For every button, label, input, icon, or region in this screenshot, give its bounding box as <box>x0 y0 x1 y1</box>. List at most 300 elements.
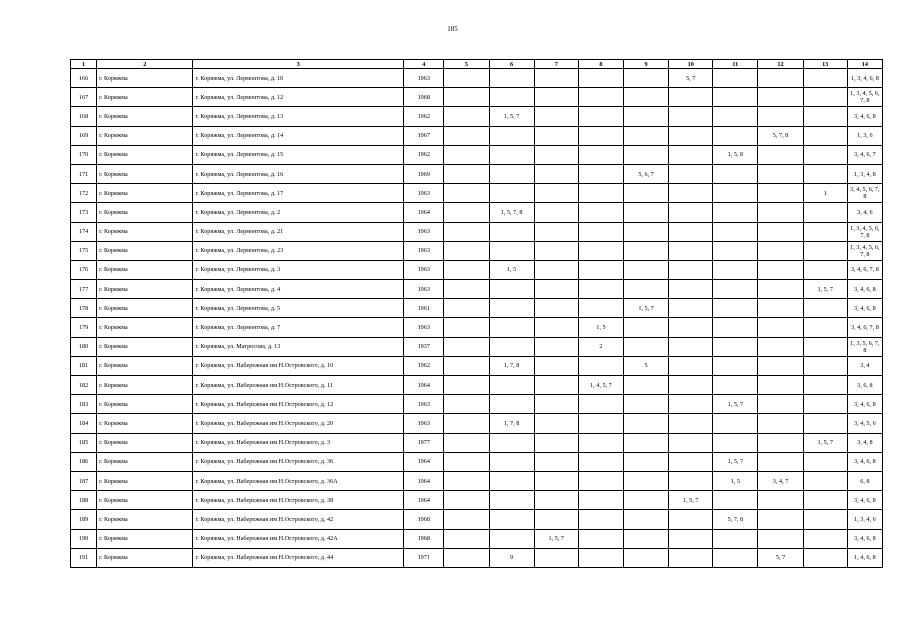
table-cell-col-8 <box>578 184 623 203</box>
column-header-3: 3 <box>193 60 404 69</box>
table-cell-col-11 <box>713 433 758 452</box>
table-cell-col-5 <box>444 510 489 529</box>
table-cell-col-5 <box>444 69 489 88</box>
table-cell-col-6 <box>489 126 534 145</box>
table-row <box>71 69 883 88</box>
table-cell-col-3: г. Коряжма, ул. Лермонтова, д. 13 <box>193 107 404 126</box>
table-cell-col-8 <box>578 529 623 548</box>
table-cell-col-4: 1968 <box>404 88 444 107</box>
table-cell-col-14: 3, 6, 8 <box>847 376 882 395</box>
table-cell-col-11: 5, 7, 8 <box>713 510 758 529</box>
table-cell-col-4: 1962 <box>404 107 444 126</box>
table-cell-col-12 <box>758 452 803 471</box>
table-cell-col-5 <box>444 107 489 126</box>
table-cell-col-10 <box>669 337 713 356</box>
table-cell-col-1: 189 <box>71 510 97 529</box>
table-cell-col-5 <box>444 491 489 510</box>
table-cell-col-7 <box>534 471 578 490</box>
table-cell-col-7 <box>534 69 578 88</box>
table-cell-col-10 <box>669 356 713 375</box>
table-cell-col-3: г. Коряжма, ул. Набережная им Н.Островского, д. 38 <box>193 491 404 510</box>
table-cell-col-5 <box>444 395 489 414</box>
table-cell-col-12 <box>758 280 803 299</box>
column-header-10: 10 <box>669 60 713 69</box>
table-cell-col-4: 1969 <box>404 164 444 183</box>
table-cell-col-2: г. Коряжма <box>97 145 193 164</box>
table-cell-col-13 <box>803 471 847 490</box>
table-cell-col-14: 3, 4, 6 <box>847 203 882 222</box>
table-cell-col-11 <box>713 107 758 126</box>
table-cell-col-1: 185 <box>71 433 97 452</box>
table-cell-col-10 <box>669 395 713 414</box>
table-cell-col-7: 1, 5, 7 <box>534 529 578 548</box>
table-cell-col-10 <box>669 471 713 490</box>
table-cell-col-9: 1, 5, 7 <box>623 299 668 318</box>
table-cell-col-10 <box>669 376 713 395</box>
table-cell-col-7 <box>534 203 578 222</box>
table-cell-col-11 <box>713 126 758 145</box>
table-cell-col-11 <box>713 241 758 260</box>
table-cell-col-1: 171 <box>71 164 97 183</box>
table-cell-col-7 <box>534 433 578 452</box>
table-cell-col-6 <box>489 164 534 183</box>
table-cell-col-13 <box>803 222 847 241</box>
table-cell-col-4: 1964 <box>404 203 444 222</box>
table-cell-col-8 <box>578 260 623 279</box>
table-row <box>71 376 883 395</box>
table-cell-col-1: 180 <box>71 337 97 356</box>
table-cell-col-10 <box>669 260 713 279</box>
table-cell-col-5 <box>444 164 489 183</box>
table-cell-col-10 <box>669 299 713 318</box>
table-cell-col-13 <box>803 452 847 471</box>
table-cell-col-9 <box>623 491 668 510</box>
table-cell-col-11 <box>713 529 758 548</box>
table-cell-col-2: г. Коряжма <box>97 356 193 375</box>
table-cell-col-12 <box>758 395 803 414</box>
table-cell-col-2: г. Коряжма <box>97 299 193 318</box>
table-cell-col-8 <box>578 395 623 414</box>
table-cell-col-14: 3, 4, 6, 8 <box>847 491 882 510</box>
table-cell-col-13 <box>803 88 847 107</box>
table-cell-col-3: г. Коряжма, ул. Лермонтова, д. 15 <box>193 145 404 164</box>
table-row <box>71 452 883 471</box>
table-cell-col-5 <box>444 299 489 318</box>
table-row <box>71 241 883 260</box>
table-cell-col-1: 187 <box>71 471 97 490</box>
table-cell-col-3: г. Коряжма, ул. Набережная им Н.Островского, д. 12 <box>193 395 404 414</box>
table-cell-col-5 <box>444 433 489 452</box>
table-cell-col-5 <box>444 337 489 356</box>
table-cell-col-11 <box>713 69 758 88</box>
table-cell-col-9 <box>623 337 668 356</box>
table-cell-col-8 <box>578 222 623 241</box>
table-cell-col-3: г. Коряжма, ул. Набережная им Н.Островского, д. 11 <box>193 376 404 395</box>
table-cell-col-1: 183 <box>71 395 97 414</box>
table-cell-col-7 <box>534 395 578 414</box>
table-cell-col-11 <box>713 280 758 299</box>
table-cell-col-4: 1963 <box>404 241 444 260</box>
column-header-11: 11 <box>713 60 758 69</box>
table-cell-col-1: 167 <box>71 88 97 107</box>
table-cell-col-9 <box>623 510 668 529</box>
column-header-2: 2 <box>97 60 193 69</box>
table-cell-col-2: г. Коряжма <box>97 222 193 241</box>
table-cell-col-1: 178 <box>71 299 97 318</box>
table-cell-col-12 <box>758 203 803 222</box>
table-cell-col-9 <box>623 88 668 107</box>
table-cell-col-12 <box>758 164 803 183</box>
table-cell-col-6 <box>489 280 534 299</box>
table-cell-col-4: 1963 <box>404 395 444 414</box>
table-cell-col-9 <box>623 471 668 490</box>
table-cell-col-3: г. Коряжма, ул. Набережная им Н.Островского, д. 42А <box>193 529 404 548</box>
table-cell-col-3: г. Коряжма, ул. Лермонтова, д. 14 <box>193 126 404 145</box>
table-cell-col-2: г. Коряжма <box>97 126 193 145</box>
table-cell-col-14: 3, 4, 6, 8 <box>847 529 882 548</box>
table-cell-col-8 <box>578 356 623 375</box>
table-cell-col-5 <box>444 203 489 222</box>
table-cell-col-10 <box>669 318 713 337</box>
table-cell-col-12 <box>758 299 803 318</box>
table-cell-col-7 <box>534 145 578 164</box>
table-cell-col-6 <box>489 184 534 203</box>
table-cell-col-11 <box>713 203 758 222</box>
table-cell-col-8 <box>578 299 623 318</box>
table-cell-col-11 <box>713 548 758 567</box>
table-cell-col-2: г. Коряжма <box>97 260 193 279</box>
table-cell-col-2: г. Коряжма <box>97 184 193 203</box>
table-cell-col-2: г. Коряжма <box>97 203 193 222</box>
table-cell-col-6: 1, 7, 8 <box>489 414 534 433</box>
table-cell-col-3: г. Коряжма, ул. Лермонтова, д. 12 <box>193 88 404 107</box>
table-cell-col-13 <box>803 337 847 356</box>
table-cell-col-11 <box>713 491 758 510</box>
table-cell-col-12 <box>758 107 803 126</box>
table-cell-col-11 <box>713 260 758 279</box>
table-cell-col-12 <box>758 337 803 356</box>
table-cell-col-1: 179 <box>71 318 97 337</box>
table-cell-col-1: 190 <box>71 529 97 548</box>
table-cell-col-5 <box>444 88 489 107</box>
table-cell-col-13 <box>803 260 847 279</box>
table-cell-col-9: 5 <box>623 356 668 375</box>
table-cell-col-12: 5, 7, 8 <box>758 126 803 145</box>
table-row <box>71 164 883 183</box>
table-cell-col-9 <box>623 395 668 414</box>
table-cell-col-4: 1961 <box>404 299 444 318</box>
column-header-14: 14 <box>847 60 882 69</box>
table-row <box>71 414 883 433</box>
table-cell-col-5 <box>444 452 489 471</box>
table-cell-col-10: 5, 7 <box>669 69 713 88</box>
table-cell-col-2: г. Коряжма <box>97 280 193 299</box>
table-cell-col-11 <box>713 376 758 395</box>
table-cell-col-10 <box>669 107 713 126</box>
table-cell-col-11 <box>713 318 758 337</box>
table-cell-col-6 <box>489 88 534 107</box>
table-cell-col-8 <box>578 280 623 299</box>
table-cell-col-14: 3, 4, 6, 8 <box>847 280 882 299</box>
table-cell-col-14: 3, 4, 6, 8 <box>847 452 882 471</box>
table-row <box>71 318 883 337</box>
table-cell-col-10 <box>669 203 713 222</box>
table-cell-col-12 <box>758 260 803 279</box>
table-cell-col-12 <box>758 510 803 529</box>
table-cell-col-12 <box>758 356 803 375</box>
table-cell-col-14: 3, 4, 6, 7, 8 <box>847 260 882 279</box>
table-cell-col-13 <box>803 376 847 395</box>
table-cell-col-8 <box>578 164 623 183</box>
table-cell-col-5 <box>444 145 489 164</box>
table-cell-col-11 <box>713 88 758 107</box>
table-cell-col-1: 188 <box>71 491 97 510</box>
table-cell-col-7 <box>534 164 578 183</box>
table-cell-col-1: 168 <box>71 107 97 126</box>
table-cell-col-12 <box>758 184 803 203</box>
table-row <box>71 107 883 126</box>
table-row <box>71 510 883 529</box>
table-row <box>71 395 883 414</box>
page-number: 185 <box>447 25 458 33</box>
table-cell-col-14: 1, 3, 5, 6, 7, 8 <box>847 337 882 356</box>
table-cell-col-14: 3, 4, 5, 6 <box>847 414 882 433</box>
table-row <box>71 88 883 107</box>
table-cell-col-3: г. Коряжма, ул. Набережная им Н.Островского, д. 20 <box>193 414 404 433</box>
table-cell-col-9: 5, 6, 7 <box>623 164 668 183</box>
table-cell-col-1: 191 <box>71 548 97 567</box>
table-cell-col-14: 1, 3, 4, 5, 6, 7, 8 <box>847 241 882 260</box>
table-cell-col-5 <box>444 529 489 548</box>
table-cell-col-11 <box>713 356 758 375</box>
register-table <box>70 59 883 568</box>
table-row <box>71 203 883 222</box>
table-cell-col-2: г. Коряжма <box>97 88 193 107</box>
table-cell-col-4: 1977 <box>404 433 444 452</box>
table-row <box>71 260 883 279</box>
table-cell-col-13 <box>803 203 847 222</box>
table-cell-col-3: г. Коряжма, ул. Лермонтова, д. 3 <box>193 260 404 279</box>
table-cell-col-3: г. Коряжма, ул. Набережная им Н.Островского, д. 36 <box>193 452 404 471</box>
table-cell-col-11: 1, 5, 8 <box>713 145 758 164</box>
table-cell-col-13 <box>803 241 847 260</box>
table-cell-col-10 <box>669 145 713 164</box>
table-cell-col-8 <box>578 510 623 529</box>
table-cell-col-1: 177 <box>71 280 97 299</box>
table-cell-col-12 <box>758 318 803 337</box>
table-cell-col-9 <box>623 260 668 279</box>
table-cell-col-13: 1 <box>803 184 847 203</box>
table-cell-col-10 <box>669 414 713 433</box>
table-cell-col-6 <box>489 241 534 260</box>
table-cell-col-3: г. Коряжма, ул. Набережная им Н.Островского, д. 10 <box>193 356 404 375</box>
table-cell-col-6 <box>489 529 534 548</box>
table-row <box>71 222 883 241</box>
table-cell-col-14: 3, 4, 6, 8 <box>847 395 882 414</box>
table-row <box>71 356 883 375</box>
table-cell-col-5 <box>444 280 489 299</box>
table-row <box>71 280 883 299</box>
table-cell-col-2: г. Коряжма <box>97 510 193 529</box>
table-cell-col-5 <box>444 548 489 567</box>
table-cell-col-13 <box>803 145 847 164</box>
table-cell-col-7 <box>534 88 578 107</box>
table-cell-col-12: 3, 4, 7 <box>758 471 803 490</box>
table-row <box>71 184 883 203</box>
table-cell-col-10 <box>669 529 713 548</box>
table-cell-col-10 <box>669 548 713 567</box>
table-cell-col-9 <box>623 69 668 88</box>
table-cell-col-9 <box>623 548 668 567</box>
table-cell-col-13: 1, 5, 7 <box>803 433 847 452</box>
table-cell-col-9 <box>623 107 668 126</box>
table-cell-col-14: 1, 3, 4, 5, 6, 7, 8 <box>847 88 882 107</box>
table-row <box>71 433 883 452</box>
table-cell-col-7 <box>534 260 578 279</box>
table-cell-col-5 <box>444 260 489 279</box>
table-cell-col-2: г. Коряжма <box>97 433 193 452</box>
table-cell-col-12 <box>758 433 803 452</box>
table-cell-col-8 <box>578 548 623 567</box>
table-cell-col-3: г. Коряжма, ул. Лермонтова, д. 7 <box>193 318 404 337</box>
table-cell-col-13 <box>803 126 847 145</box>
table-cell-col-3: г. Коряжма, ул. Набережная им Н.Островского, д. 42 <box>193 510 404 529</box>
table-cell-col-10 <box>669 280 713 299</box>
table-cell-col-10 <box>669 452 713 471</box>
table-cell-col-6: 9 <box>489 548 534 567</box>
table-cell-col-9 <box>623 452 668 471</box>
table-cell-col-9 <box>623 145 668 164</box>
table-cell-col-14: 3, 4, 6, 8 <box>847 107 882 126</box>
table-cell-col-12 <box>758 241 803 260</box>
table-cell-col-1: 166 <box>71 69 97 88</box>
table-cell-col-12 <box>758 145 803 164</box>
table-cell-col-5 <box>444 414 489 433</box>
table-cell-col-11: 1, 5 <box>713 471 758 490</box>
table-cell-col-14: 6, 8 <box>847 471 882 490</box>
table-cell-col-4: 1963 <box>404 260 444 279</box>
table-cell-col-2: г. Коряжма <box>97 337 193 356</box>
table-cell-col-7 <box>534 184 578 203</box>
table-cell-col-9 <box>623 241 668 260</box>
column-header-8: 8 <box>578 60 623 69</box>
table-cell-col-1: 174 <box>71 222 97 241</box>
table-cell-col-9 <box>623 222 668 241</box>
table-cell-col-14: 3, 4 <box>847 356 882 375</box>
table-cell-col-8: 1, 5 <box>578 318 623 337</box>
table-cell-col-5 <box>444 471 489 490</box>
table-row <box>71 299 883 318</box>
table-cell-col-3: г. Коряжма, ул. Набережная им Н.Островского, д. 36А <box>193 471 404 490</box>
table-cell-col-12 <box>758 414 803 433</box>
table-cell-col-14: 3, 4, 6, 8 <box>847 299 882 318</box>
table-cell-col-9 <box>623 433 668 452</box>
table-cell-col-4: 1962 <box>404 145 444 164</box>
table-cell-col-8 <box>578 471 623 490</box>
table-cell-col-11 <box>713 184 758 203</box>
table-row <box>71 337 883 356</box>
table-cell-col-8 <box>578 491 623 510</box>
table-cell-col-7 <box>534 548 578 567</box>
table-cell-col-2: г. Коряжма <box>97 414 193 433</box>
table-cell-col-5 <box>444 241 489 260</box>
table-body <box>71 69 883 568</box>
table-cell-col-6: 1, 5, 7 <box>489 107 534 126</box>
table-cell-col-4: 1964 <box>404 491 444 510</box>
table-cell-col-14: 3, 4, 6, 7, 8 <box>847 318 882 337</box>
table-cell-col-9 <box>623 376 668 395</box>
table-cell-col-2: г. Коряжма <box>97 395 193 414</box>
table-cell-col-11 <box>713 299 758 318</box>
table-cell-col-1: 173 <box>71 203 97 222</box>
table-cell-col-7 <box>534 299 578 318</box>
table-cell-col-12 <box>758 88 803 107</box>
table-cell-col-13 <box>803 510 847 529</box>
column-header-7: 7 <box>534 60 578 69</box>
table-cell-col-1: 170 <box>71 145 97 164</box>
table-cell-col-2: г. Коряжма <box>97 452 193 471</box>
table-cell-col-14: 3, 4, 8 <box>847 433 882 452</box>
table-cell-col-5 <box>444 376 489 395</box>
table-cell-col-8 <box>578 145 623 164</box>
table-cell-col-11 <box>713 164 758 183</box>
table-cell-col-14: 1, 3, 4, 6, 8 <box>847 69 882 88</box>
header-row <box>71 60 883 69</box>
table-cell-col-11: 1, 5, 7 <box>713 452 758 471</box>
table-cell-col-6: 1, 7, 8 <box>489 356 534 375</box>
table-cell-col-11 <box>713 337 758 356</box>
table-cell-col-8 <box>578 433 623 452</box>
table-cell-col-9 <box>623 318 668 337</box>
table-cell-col-9 <box>623 529 668 548</box>
table-cell-col-7 <box>534 414 578 433</box>
table-cell-col-13 <box>803 299 847 318</box>
table-cell-col-4: 1971 <box>404 548 444 567</box>
table-cell-col-7 <box>534 452 578 471</box>
table-cell-col-7 <box>534 510 578 529</box>
table-cell-col-12 <box>758 222 803 241</box>
table-cell-col-13 <box>803 356 847 375</box>
table-cell-col-10 <box>669 88 713 107</box>
table-cell-col-2: г. Коряжма <box>97 548 193 567</box>
table-cell-col-1: 184 <box>71 414 97 433</box>
table-cell-col-6 <box>489 433 534 452</box>
table-cell-col-6 <box>489 395 534 414</box>
table-cell-col-4: 1964 <box>404 376 444 395</box>
table-cell-col-10 <box>669 222 713 241</box>
table-cell-col-13 <box>803 69 847 88</box>
table-cell-col-8 <box>578 69 623 88</box>
table-cell-col-3: г. Коряжма, ул. Лермонтова, д. 23 <box>193 241 404 260</box>
table-cell-col-6: 1, 5 <box>489 260 534 279</box>
table-cell-col-10 <box>669 126 713 145</box>
table-cell-col-13 <box>803 164 847 183</box>
column-header-6: 6 <box>489 60 534 69</box>
table-cell-col-2: г. Коряжма <box>97 164 193 183</box>
table-cell-col-7 <box>534 107 578 126</box>
column-header-13: 13 <box>803 60 847 69</box>
table-cell-col-1: 176 <box>71 260 97 279</box>
table-cell-col-4: 1968 <box>404 510 444 529</box>
table-cell-col-1: 186 <box>71 452 97 471</box>
table-cell-col-7 <box>534 126 578 145</box>
table-cell-col-6 <box>489 318 534 337</box>
table-cell-col-4: 1962 <box>404 356 444 375</box>
table-cell-col-5 <box>444 222 489 241</box>
table-cell-col-14: 1, 4, 6, 8 <box>847 548 882 567</box>
table-cell-col-1: 181 <box>71 356 97 375</box>
table-cell-col-5 <box>444 126 489 145</box>
